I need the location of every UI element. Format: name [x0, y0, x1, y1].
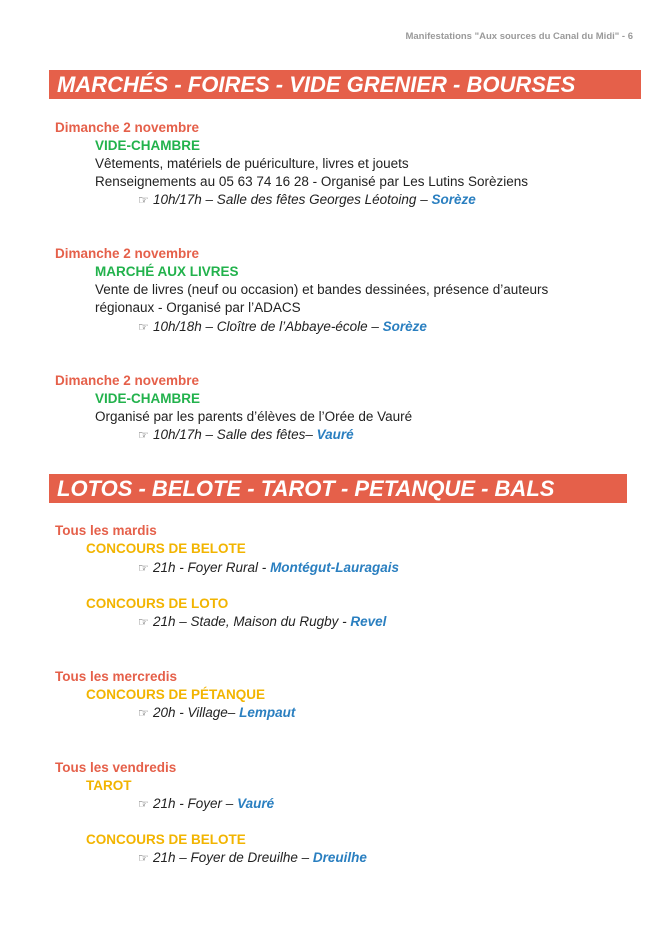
activity-place: Vauré: [237, 796, 275, 811]
page-header: Manifestations "Aux sources du Canal du Midi" - 6: [405, 31, 633, 42]
schedule-day: Tous les mercredis: [55, 669, 178, 684]
section-banner-markets: MARCHÉS - FOIRES - VIDE GRENIER - BOURSES: [49, 70, 641, 99]
event-info: ☞ 10h/18h – Cloître de l’Abbaye-école – Sorèze: [138, 319, 427, 334]
hand-pointer-icon: ☞: [138, 615, 149, 629]
hand-pointer-icon: ☞: [138, 706, 149, 720]
activity-place: Montégut-Lauragais: [270, 560, 400, 575]
activity-info: ☞ 21h – Stade, Maison du Rugby - Revel: [138, 614, 387, 629]
event-description: Vêtements, matériels de puériculture, livres et jouets: [95, 156, 409, 171]
event-date: Dimanche 2 novembre: [55, 246, 200, 261]
activity-title: CONCOURS DE BELOTE: [86, 541, 246, 556]
hand-pointer-icon: ☞: [138, 561, 149, 575]
event-date: Dimanche 2 novembre: [55, 120, 200, 135]
activity-place: Dreuilhe: [312, 850, 367, 865]
activity-title: CONCOURS DE BELOTE: [86, 832, 246, 847]
event-title: VIDE-CHAMBRE: [95, 391, 201, 406]
event-title: MARCHÉ AUX LIVRES: [95, 264, 239, 279]
event-info: ☞ 10h/17h – Salle des fêtes Georges Léotoing – Sorèze: [138, 192, 476, 207]
event-description: Renseignements au 05 63 74 16 28 - Organisé par Les Lutins Sorèziens: [95, 174, 529, 189]
activity-place: Revel: [350, 614, 387, 629]
activity-title: CONCOURS DE LOTO: [86, 596, 229, 611]
activity-info: ☞ 21h – Foyer de Dreuilhe – Dreuilhe: [138, 850, 367, 865]
event-description: régionaux - Organisé par l’ADACS: [95, 300, 301, 315]
schedule-day: Tous les mardis: [55, 523, 157, 538]
activity-info: ☞ 21h - Foyer Rural - Montégut-Lauragais: [138, 560, 400, 575]
hand-pointer-icon: ☞: [138, 851, 149, 865]
hand-pointer-icon: ☞: [138, 193, 149, 207]
hand-pointer-icon: ☞: [138, 428, 149, 442]
event-title: VIDE-CHAMBRE: [95, 138, 201, 153]
event-info: ☞ 10h/17h – Salle des fêtes– Vauré: [138, 427, 354, 442]
event-description: Vente de livres (neuf ou occasion) et bandes dessinées, présence d’auteurs: [95, 282, 549, 297]
event-date: Dimanche 2 novembre: [55, 373, 200, 388]
event-place: Sorèze: [382, 319, 427, 334]
section-banner-games: LOTOS - BELOTE - TAROT - PETANQUE - BALS: [49, 474, 627, 503]
schedule-day: Tous les vendredis: [55, 760, 177, 775]
activity-place: Lempaut: [239, 705, 296, 720]
hand-pointer-icon: ☞: [138, 797, 149, 811]
event-place: Vauré: [316, 427, 354, 442]
activity-title: CONCOURS DE PÉTANQUE: [86, 687, 266, 702]
event-place: Sorèze: [431, 192, 476, 207]
event-description: Organisé par les parents d’élèves de l’Orée de Vauré: [95, 409, 413, 424]
activity-info: ☞ 21h - Foyer – Vauré: [138, 796, 275, 811]
activity-title: TAROT: [86, 778, 132, 793]
hand-pointer-icon: ☞: [138, 320, 149, 334]
activity-info: ☞ 20h - Village– Lempaut: [138, 705, 296, 720]
